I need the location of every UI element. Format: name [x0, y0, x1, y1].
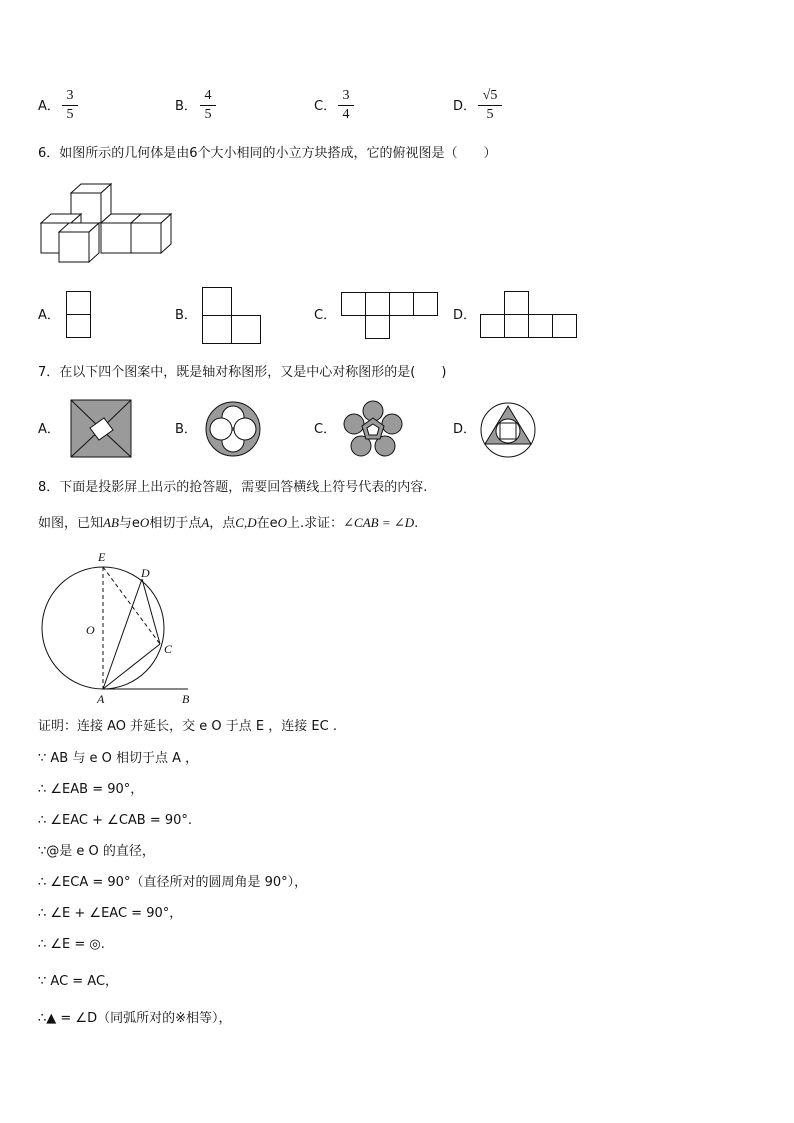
q8-given-prefix: 如图，已知 [38, 516, 104, 531]
q7-option-d-letter: D． [453, 422, 477, 437]
q7-option-a-letter: A． [38, 422, 60, 437]
label-a: A [97, 692, 105, 706]
label-b: B [182, 692, 190, 706]
q5-option-a-numerator: 3 [66, 88, 74, 103]
q7-option-c-figure [343, 399, 403, 459]
q5-option-a-denominator: 5 [66, 107, 74, 122]
q8-given-mid2: 相切于点 [149, 516, 202, 531]
proof-line: 证明：连接 AO 并延长，交 e O 于点 E ，连接 EC . [38, 719, 337, 734]
label-e: E [98, 550, 106, 564]
q8-given-circ: e [131, 516, 140, 531]
q5-option-c-denominator: 4 [342, 107, 350, 122]
proof-line: ∴ ∠E = ◎. [38, 937, 105, 952]
q6-option-b-letter: B． [175, 308, 197, 323]
proof-line: ∵ AC = AC， [38, 974, 119, 989]
q5-option-c-letter: C． [314, 99, 337, 114]
q8-given-o2: O [277, 515, 288, 530]
proof-line: ∴ ∠ECA = 90°（直径所对的圆周角是 90°）， [38, 875, 308, 890]
q5-option-b-letter: B． [175, 99, 197, 114]
q5-option-c-fraction [338, 88, 354, 123]
proof-line: ∴ ∠EAC + ∠CAB = 90°. [38, 813, 193, 828]
label-c: C [164, 642, 173, 656]
q7-option-b-letter: B． [175, 422, 197, 437]
q6-option-c-letter: C． [314, 308, 337, 323]
q7-option-c-letter: C． [314, 422, 337, 437]
q7-stem: 7．在以下四个图案中，既是轴对称图形，又是中心对称图形的是( ) [38, 365, 447, 380]
fraction-bar [338, 105, 354, 106]
fraction-bar [200, 105, 216, 106]
q6-solid-figure [38, 183, 173, 263]
proof-line: ∴ ∠EAB = 90°， [38, 782, 144, 797]
q6-option-a-letter: A． [38, 308, 60, 323]
q8-given-mid3: ，点 [209, 516, 236, 531]
q5-option-d-fraction [478, 88, 502, 123]
q6-option-d-letter: D． [453, 308, 477, 323]
q6-stem: 6．如图所示的几何体是由6个大小相同的小立方块搭成，它的俯视图是（ ） [38, 146, 497, 161]
q8-given-mid4: 在 [256, 516, 270, 531]
label-d: D [141, 566, 150, 580]
q6-option-a-figure [66, 291, 92, 339]
q6-option-b-figure [202, 287, 264, 347]
proof-line: ∵@是 e O 的直径， [38, 844, 155, 859]
proof-line: ∴▲ = ∠D（同弧所对的※相等）， [38, 1011, 232, 1026]
q8-given-a: A [201, 515, 210, 530]
q8-given-o: O [139, 515, 150, 530]
q5-option-d-letter: D． [453, 99, 477, 114]
proof-line: ∴ ∠E + ∠EAC = 90°， [38, 906, 183, 921]
fraction-bar [478, 105, 502, 106]
q8-given-ab: AB [103, 515, 119, 530]
q8-given-goal: ∠CAB = ∠D [343, 515, 415, 530]
q8-given-mid1: 与 [118, 516, 132, 531]
q5-option-b-fraction [200, 88, 216, 123]
label-o: O [86, 623, 95, 637]
fraction-bar [62, 105, 78, 106]
q7-option-a-figure [70, 399, 134, 459]
q7-option-b-figure [204, 400, 264, 460]
q6-option-c-figure [341, 292, 441, 340]
q5-option-c-numerator: 3 [342, 88, 350, 103]
q5-option-d-denominator: 5 [486, 107, 494, 122]
q8-given [38, 514, 418, 533]
q8-stem: 8．下面是投影屏上出示的抢答题，需要回答横线上符号代表的内容. [38, 480, 428, 495]
q8-given-circ2: e [269, 516, 278, 531]
q5-option-a-fraction [62, 88, 78, 123]
q5-option-a-letter: A． [38, 99, 60, 114]
proof-line: ∵ AB 与 e O 相切于点 A ， [38, 751, 199, 766]
q8-given-cd: C,D [235, 515, 257, 530]
q8-given-mid5: 上.求证： [287, 516, 344, 531]
q8-given-end: . [414, 516, 419, 531]
q5-option-d-numerator: √5 [482, 88, 498, 103]
q7-option-d-figure [480, 402, 538, 460]
q8-circle-figure [38, 548, 198, 708]
q6-option-d-figure [480, 291, 580, 339]
q5-option-b-numerator: 4 [204, 88, 212, 103]
q5-option-b-denominator: 5 [204, 107, 212, 122]
